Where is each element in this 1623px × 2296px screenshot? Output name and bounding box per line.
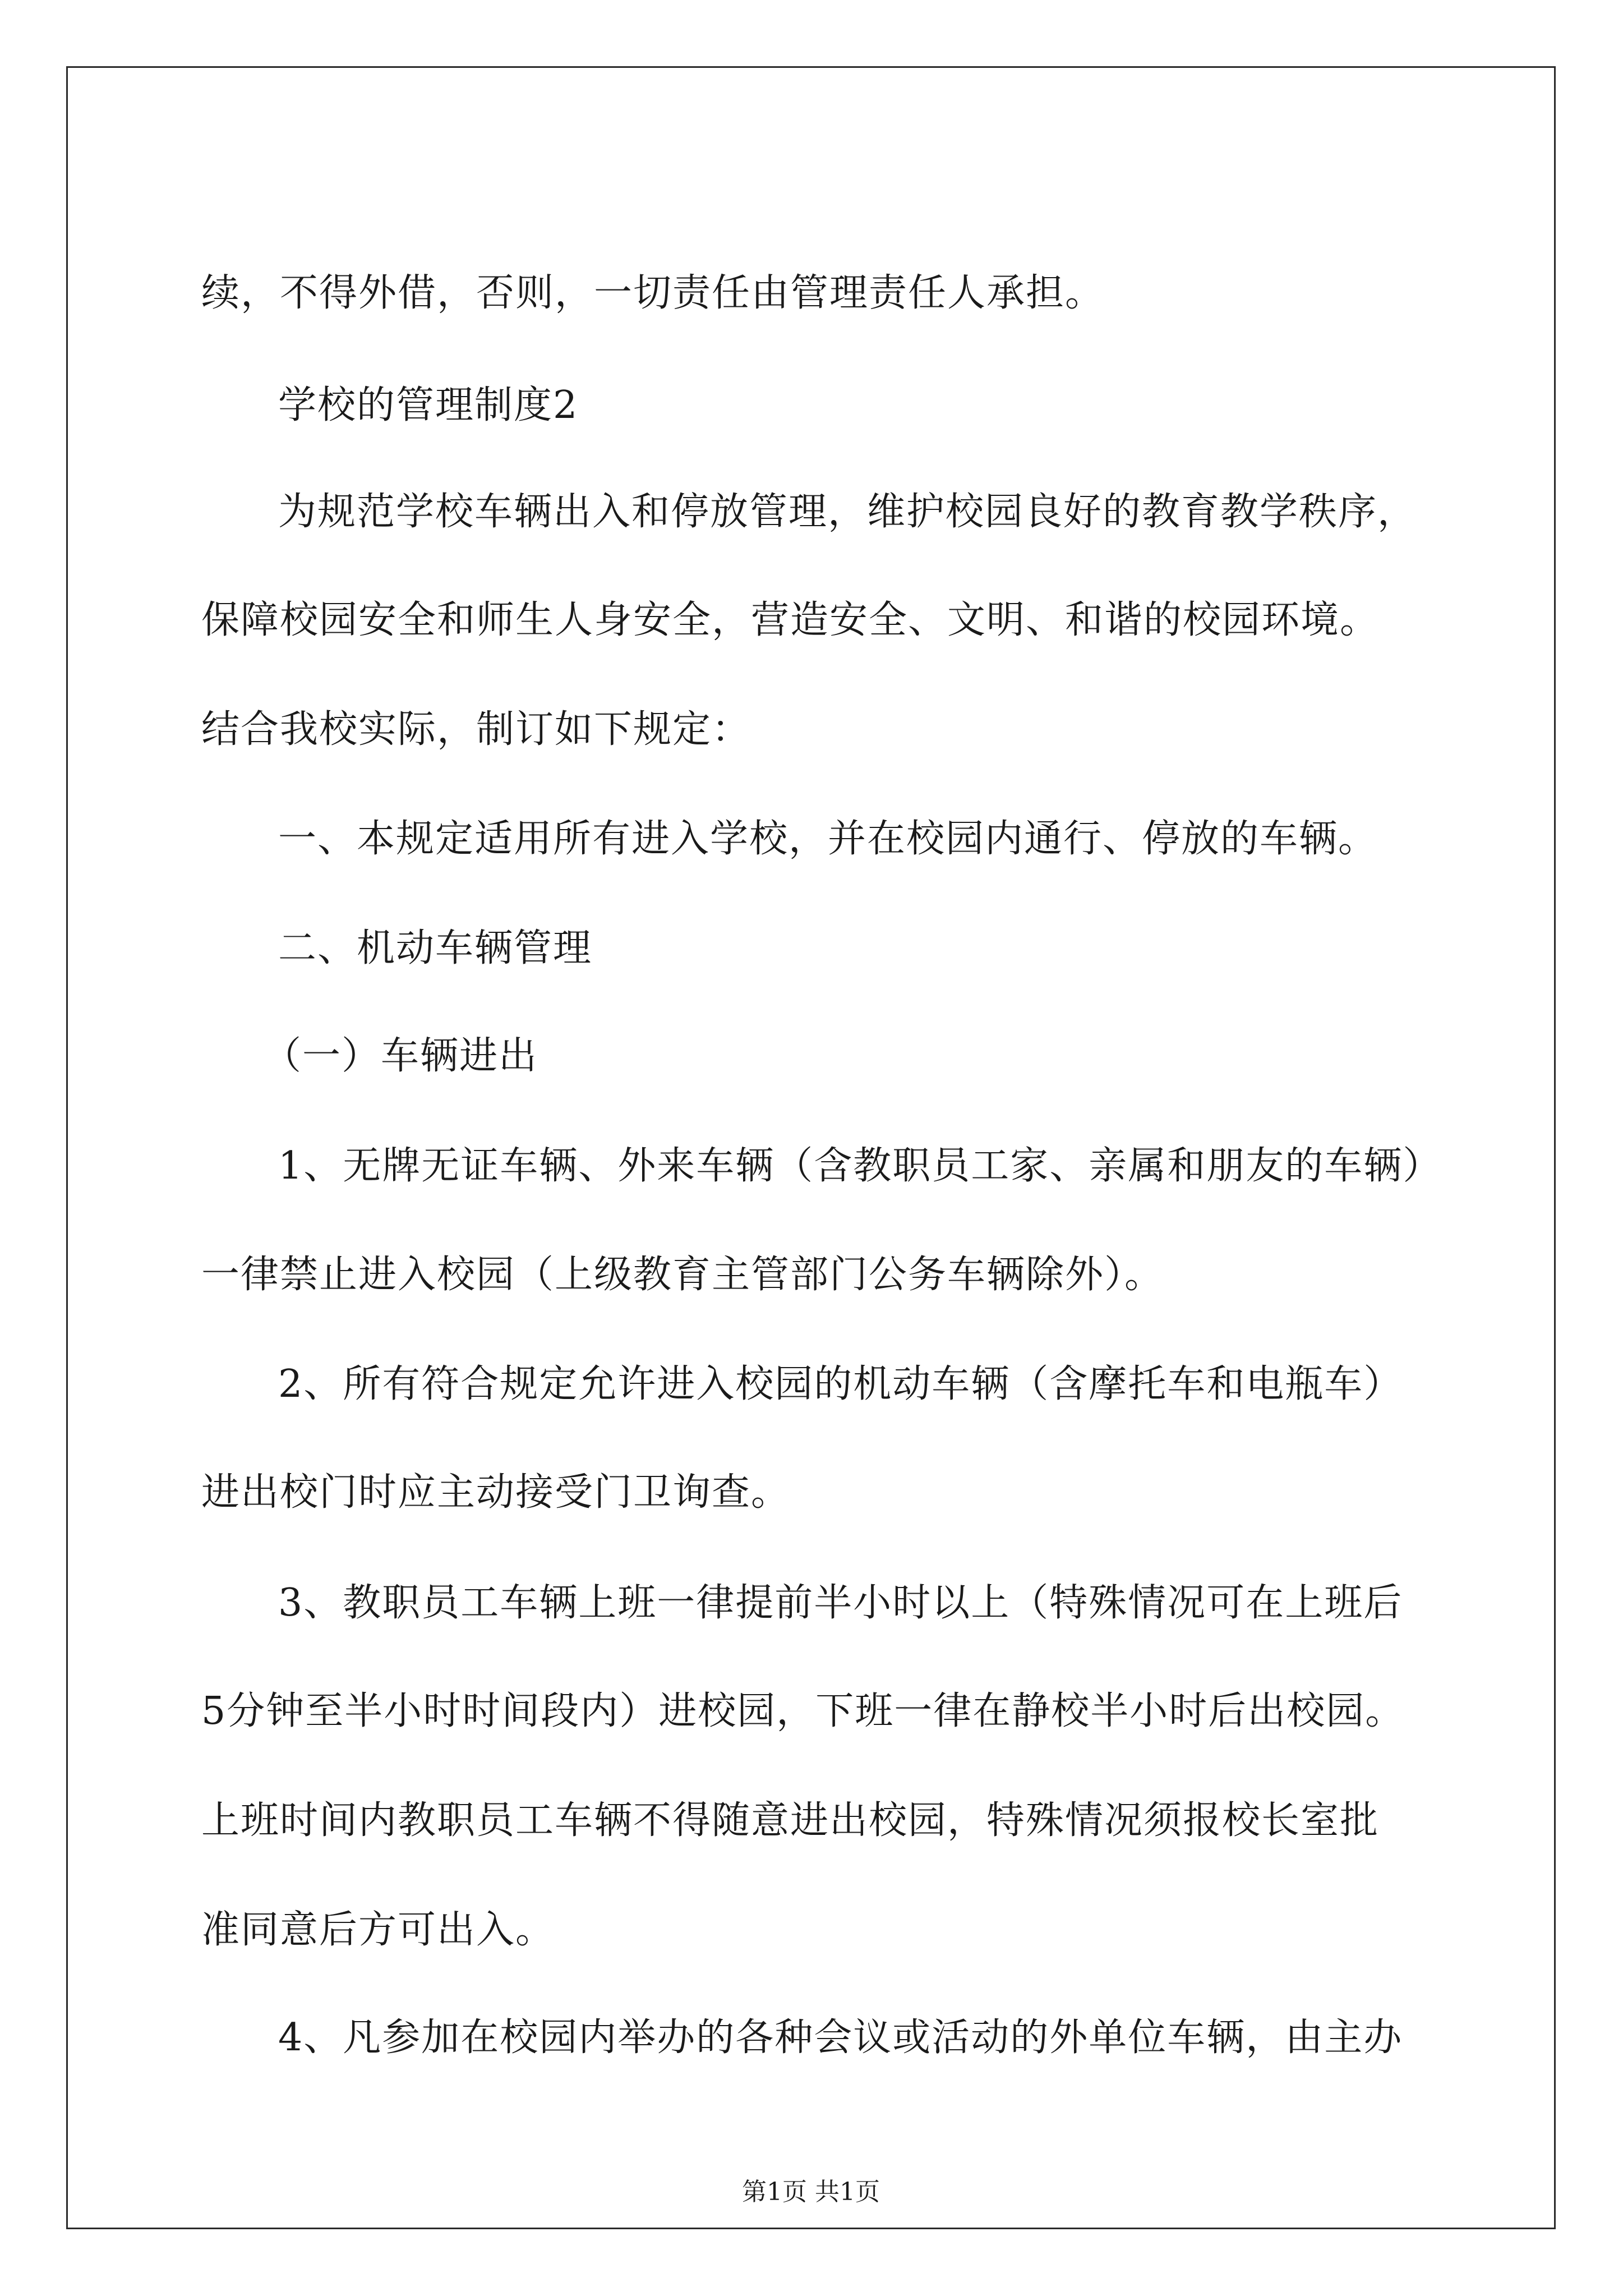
section-heading: 学校的管理制度2: [278, 383, 579, 427]
text-line: 一律禁止进入校园（上级教育主管部门公务车辆除外）。: [201, 1253, 1164, 1297]
page-frame: [66, 66, 1556, 2229]
text-line: 3、教职员工车辆上班一律提前半小时以上（特殊情况可在上班后: [278, 1581, 1403, 1625]
text-line: 准同意后方可出入。: [201, 1908, 555, 1952]
subsection-heading: （一）车辆进出: [263, 1034, 538, 1078]
subsection-heading: 二、机动车辆管理: [278, 926, 593, 970]
text-line: 上班时间内教职员工车辆不得随意进出校园，特殊情况须报校长室批: [201, 1798, 1380, 1843]
text-line: 4、凡参加在校园内举办的各种会议或活动的外单位车辆，由主办: [278, 2016, 1403, 2060]
text-line: 5分钟至半小时时间段内）进校园，下班一律在静校半小时后出校园。: [201, 1689, 1405, 1733]
text-line: 一、本规定适用所有进入学校，并在校园内通行、停放的车辆。: [278, 817, 1378, 861]
text-line: 保障校园安全和师生人身安全，营造安全、文明、和谐的校园环境。: [201, 598, 1380, 642]
page-footer: 第1页 共1页: [742, 2178, 880, 2206]
text-line: 结合我校实际，制订如下规定：: [201, 707, 751, 752]
text-line: 为规范学校车辆出入和停放管理，维护校园良好的教育教学秩序，: [278, 490, 1417, 534]
text-line: 2、所有符合规定允许进入校园的机动车辆（含摩托车和电瓶车）: [278, 1362, 1403, 1406]
text-line: 1、无牌无证车辆、外来车辆（含教职员工家、亲属和朋友的车辆）: [278, 1144, 1442, 1188]
text-line: 续，不得外借，否则，一切责任由管理责任人承担。: [201, 271, 1105, 315]
text-line: 进出校门时应主动接受门卫询查。: [201, 1470, 791, 1515]
